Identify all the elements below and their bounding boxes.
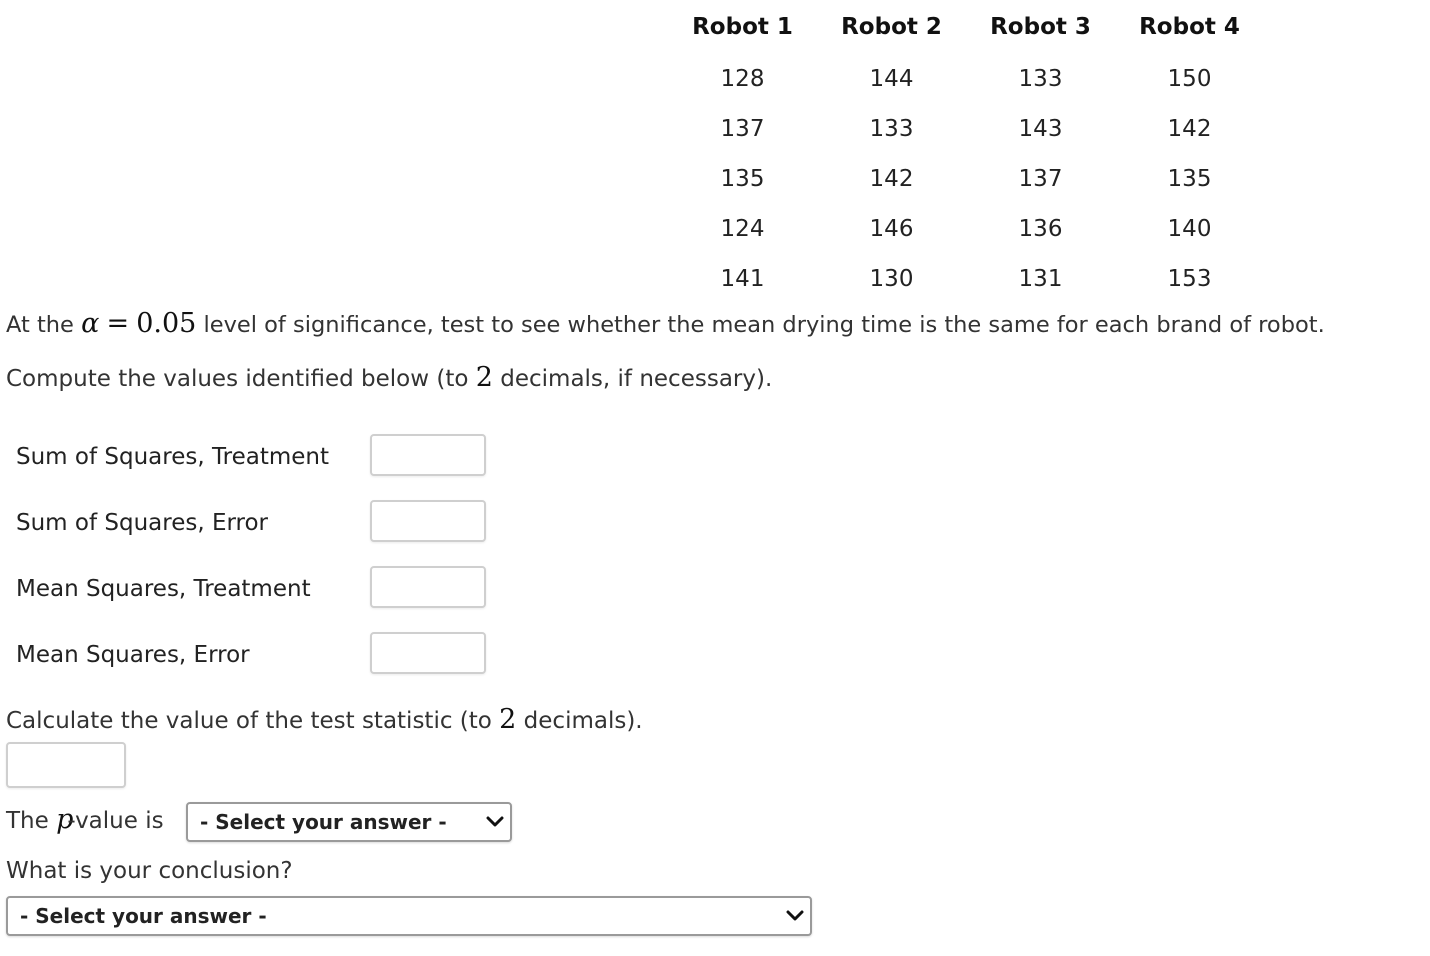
- table-cell: 146: [869, 216, 914, 242]
- field-row-ss-error: [16, 500, 496, 546]
- robot-data-table: [668, 0, 1264, 304]
- conclusion-question: What is your conclusion?: [6, 858, 293, 884]
- ms-treatment-input[interactable]: [370, 566, 486, 608]
- table-cell: 142: [869, 166, 914, 192]
- test-statistic-prefix-text: Calculate the value of the test statistic (to: [6, 708, 492, 734]
- test-statistic-instruction: [6, 704, 643, 735]
- table-cell: 144: [869, 66, 914, 92]
- alpha-suffix-text: level of significance, test to see whether the mean drying time is the same for each brand of robot.: [203, 312, 1325, 338]
- table-cell: 141: [720, 266, 765, 292]
- table-cell: 136: [1018, 216, 1063, 242]
- ss-error-input[interactable]: [370, 500, 486, 542]
- column-header: Robot 4: [1139, 14, 1240, 40]
- table-row: [668, 154, 1264, 204]
- table-row: [668, 104, 1264, 154]
- alpha-symbol: α: [81, 308, 100, 339]
- table-cell: 133: [869, 116, 914, 142]
- table-cell: 140: [1167, 216, 1212, 242]
- conclusion-select[interactable]: [6, 896, 812, 936]
- alpha-prefix-text: At the: [6, 312, 74, 338]
- pvalue-prefix-text: The: [6, 808, 49, 834]
- table-cell: 142: [1167, 116, 1212, 142]
- test-statistic-input[interactable]: [6, 742, 126, 788]
- field-label: Mean Squares, Error: [16, 642, 250, 668]
- compute-suffix-text: decimals, if necessary).: [500, 366, 773, 392]
- compute-instruction: [6, 362, 772, 393]
- table-cell: 133: [1018, 66, 1063, 92]
- field-label: Sum of Squares, Error: [16, 510, 269, 536]
- conclusion-select-value: - Select your answer -: [20, 904, 267, 928]
- table-cell: 137: [1018, 166, 1063, 192]
- column-header: Robot 1: [692, 14, 793, 40]
- pvalue-suffix-text: -value is: [67, 808, 164, 834]
- significance-instruction: [6, 308, 1325, 339]
- table-cell: 131: [1018, 266, 1063, 292]
- field-row-ms-error: [16, 632, 496, 678]
- test-statistic-decimals-value: 2: [499, 704, 517, 735]
- table-cell: 137: [720, 116, 765, 142]
- field-row-ms-treatment: [16, 566, 496, 612]
- equals-sign: =: [106, 308, 130, 339]
- table-cell: 135: [720, 166, 765, 192]
- field-row-ss-treatment: [16, 434, 496, 480]
- compute-decimals-value: 2: [475, 362, 493, 393]
- chevron-down-icon: [486, 815, 504, 829]
- chevron-down-icon: [786, 909, 804, 923]
- table-cell: 150: [1167, 66, 1212, 92]
- table-cell: 124: [720, 216, 765, 242]
- alpha-value: 0.05: [136, 308, 197, 339]
- table-row: [668, 204, 1264, 254]
- field-label: Sum of Squares, Treatment: [16, 444, 329, 470]
- pvalue-label: [6, 804, 164, 835]
- p-symbol: p: [56, 804, 74, 835]
- column-header: Robot 3: [990, 14, 1091, 40]
- table-header-row: [668, 0, 1264, 54]
- pvalue-select[interactable]: [186, 802, 512, 842]
- table-cell: 128: [720, 66, 765, 92]
- ms-error-input[interactable]: [370, 632, 486, 674]
- table-cell: 153: [1167, 266, 1212, 292]
- ss-treatment-input[interactable]: [370, 434, 486, 476]
- table-cell: 143: [1018, 116, 1063, 142]
- table-row: [668, 54, 1264, 104]
- table-cell: 130: [869, 266, 914, 292]
- pvalue-select-value: - Select your answer -: [200, 810, 447, 834]
- table-cell: 135: [1167, 166, 1212, 192]
- field-label: Mean Squares, Treatment: [16, 576, 311, 602]
- compute-prefix-text: Compute the values identified below (to: [6, 366, 469, 392]
- test-statistic-suffix-text: decimals).: [523, 708, 643, 734]
- table-row: [668, 254, 1264, 304]
- column-header: Robot 2: [841, 14, 942, 40]
